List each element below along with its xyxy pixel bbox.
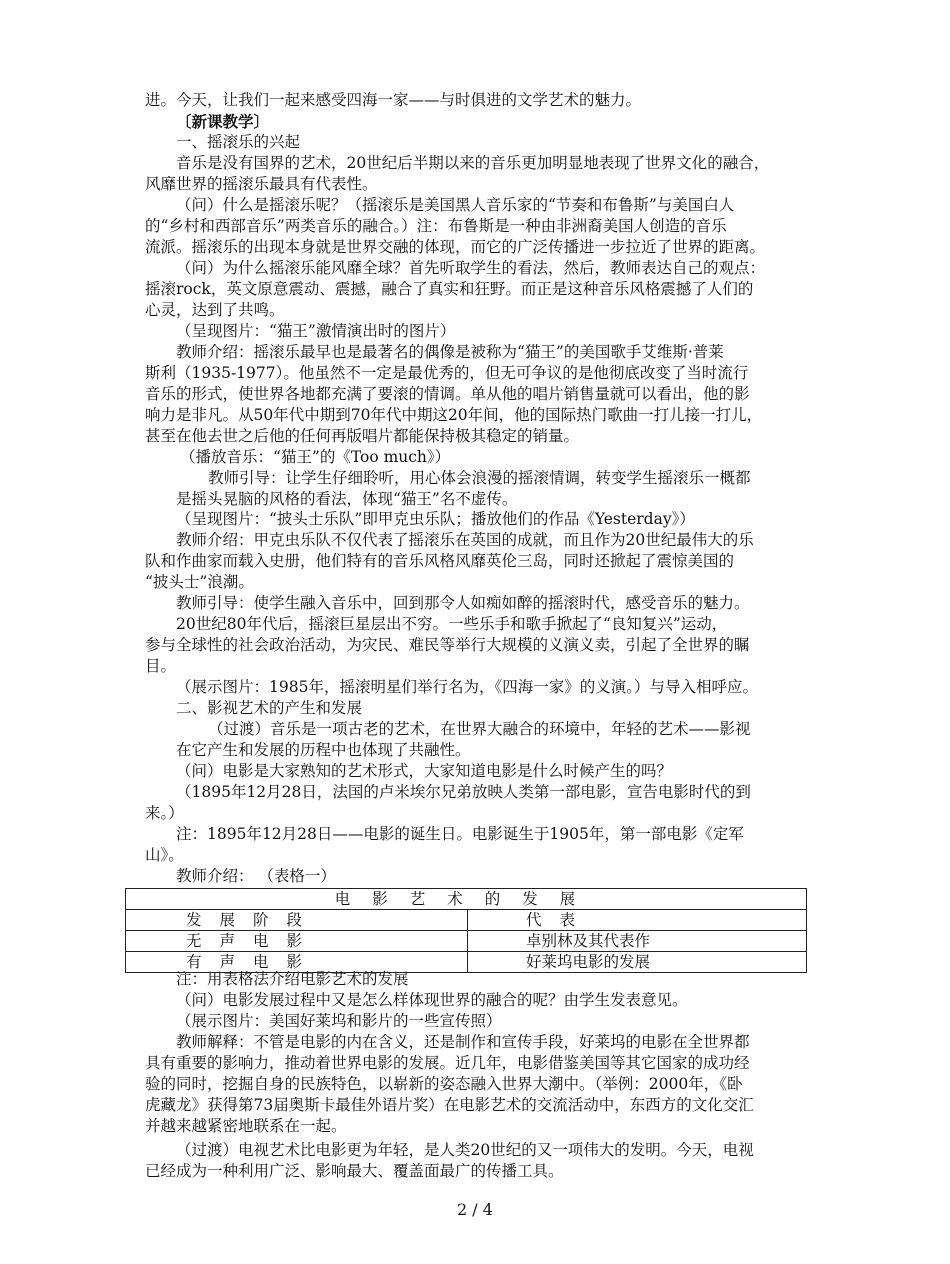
text-line: 目。 <box>145 657 177 675</box>
text-line: 具有重要的影响力，推动着世界电影的发展。近几年，电影借鉴美国等其它国家的成功经 <box>145 1054 750 1072</box>
text-line: （1895年12月28日，法国的卢米埃尔兄弟放映人类第一部电影，宣告电影时代的到 <box>176 783 751 801</box>
text-line: （播放音乐：“猫王”的《Too much》） <box>180 448 451 466</box>
table-header-rep: 代表 <box>468 910 807 931</box>
table-header-row <box>126 910 807 931</box>
text-line: 教师引导：使学生融入音乐中，回到那令人如痴如醉的摇滚时代，感受音乐的魅力。 <box>176 594 750 612</box>
section-title: 二、影视艺术的产生和发展 <box>176 699 363 717</box>
text-line: 心灵，达到了共鸣。 <box>145 301 285 319</box>
text-line: 在它产生和发展的历程中也体现了共融性。 <box>176 741 471 759</box>
table-title: 电影艺术的发展 <box>126 889 807 910</box>
text-line: 响力是非凡。从50年代中期到70年代中期这20年间，他的国际热门歌曲一打儿接一打儿， <box>145 406 763 424</box>
text-line: （过渡）电视艺术比电影更为年轻，是人类20世纪的又一项伟大的发明。今天，电视 <box>176 1141 754 1159</box>
table-row <box>126 931 807 952</box>
text-line: 已经成为一种利用广泛、影响最大、覆盖面最广的传播工具。 <box>145 1162 564 1180</box>
text-line: 20世纪80年代后，摇滚巨星层出不穷。一些乐手和歌手掀起了“良知复兴”运动， <box>176 615 728 633</box>
section-title: 一、摇滚乐的兴起 <box>176 133 301 151</box>
table-header-stage: 发展阶段 <box>126 910 468 931</box>
text-line: （呈现图片：“披头士乐队”即甲克虫乐队；播放他们的作品《Yesterday》） <box>176 510 695 528</box>
text-line: 甚至在他去世之后他的任何再版唱片都能保持极其稳定的销量。 <box>145 427 580 445</box>
text-line: （展示图片：美国好莱坞和影片的一些宣传照） <box>176 1012 502 1030</box>
table-cell-rep: 卓别林及其代表作 <box>468 931 807 952</box>
film-development-table <box>125 888 807 973</box>
text-line: 来。） <box>145 804 184 822</box>
page-number: 2 / 4 <box>457 1200 493 1219</box>
text-line: 教师介绍： （表格一） <box>176 867 336 885</box>
text-line: 是摇头晃脑的风格的看法，体现“猫王”名不虚传。 <box>176 490 518 508</box>
text-line: 教师介绍：摇滚乐最早也是最著名的偶像是被称为“猫王”的美国歌手艾维斯·普莱 <box>176 343 724 361</box>
text-line: （过渡）音乐是一项古老的艺术，在世界大融合的环境中，年轻的艺术——影视 <box>208 720 751 738</box>
text-line: 并越来越紧密地联系在一起。 <box>145 1117 347 1135</box>
text-line: 的“乡村和西部音乐”两类音乐的融合。）注：布鲁斯是一种由非洲裔美国人创造的音乐 <box>145 217 727 235</box>
text-line: （问）为什么摇滚乐能风靡全球？首先听取学生的看法，然后，教师表达自己的观点： <box>176 259 766 277</box>
text-line: 参与全球性的社会政治活动，为灾民、难民等举行大规模的义演义卖，引起了全世界的瞩 <box>145 636 750 654</box>
text-line: 音乐的形式，使世界各地都充满了要滚的情调。单从他的唱片销售量就可以看出，他的影 <box>145 385 750 403</box>
table-title-row <box>126 889 807 910</box>
text-line: （问）电影发展过程中又是怎么样体现世界的融合的呢？由学生发表意见。 <box>176 991 688 1009</box>
text-line: 斯利（1935-1977）。他虽然不一定是最优秀的，但无可争议的是他彻底改变了当时流行 <box>145 364 749 382</box>
table-note: 注：用表格法介绍电影艺术的发展 <box>176 970 409 988</box>
text-line: 摇滚rock，英文原意震动、震撼，融合了真实和狂野。而正是这种音乐风格震撼了人们的 <box>145 280 754 298</box>
text-line: 教师介绍：甲克虫乐队不仅代表了摇滚乐在英国的成就，而且作为20世纪最伟大的乐 <box>176 531 754 549</box>
text-line: 队和作曲家而载入史册，他们特有的音乐风格风靡英伦三岛，同时还掀起了震惊美国的 <box>145 552 735 570</box>
text-line: 音乐是没有国界的艺术，20世纪后半期以来的音乐更加明显地表现了世界文化的融合， <box>176 154 770 172</box>
text-line: （问）什么是摇滚乐呢？（摇滚乐是美国黑人音乐家的“节奏和布鲁斯”与美国白人 <box>176 196 735 214</box>
text-line: 流派。摇滚乐的出现本身就是世界交融的体现，而它的广泛传播进一步拉近了世界的距离。 <box>145 238 766 256</box>
text-line: 注：1895年12月28日——电影的诞生日。电影诞生于1905年，第一部电影《定军 <box>176 825 744 843</box>
text-line: 教师解释：不管是电影的内在含义，还是制作和宣传手段，好莱坞的电影在全世界都 <box>176 1033 750 1051</box>
text-line: 验的同时，挖掘自身的民族特色，以崭新的姿态融入世界大潮中。（举例：2000年，《卧 <box>145 1075 743 1093</box>
table-cell-stage: 无声电影 <box>126 931 468 952</box>
section-heading: 〔新课教学〕 <box>176 112 270 131</box>
text-line: （展示图片：1985年，摇滚明星们举行名为，《四海一家》的义演。）与导入相呼应。 <box>176 678 758 696</box>
text-line: 山》。 <box>145 846 184 864</box>
table-cell-rep: 好莱坞电影的发展 <box>468 952 807 973</box>
text-line: 虎藏龙》获得第73届奥斯卡最佳外语片奖）在电影艺术的交流活动中，东西方的文化交汇 <box>145 1096 754 1114</box>
text-line: 教师引导：让学生仔细聆听，用心体会浪漫的摇滚情调，转变学生摇滚乐一概都 <box>208 469 751 487</box>
text-line: 进。今天，让我们一起来感受四海一家——与时俱进的文学艺术的魅力。 <box>145 91 642 109</box>
table-row <box>126 952 807 973</box>
text-line: （呈现图片：“猫王”激情演出时的图片） <box>176 322 456 340</box>
table-cell-stage: 有声电影 <box>126 952 468 973</box>
text-line: 风靡世界的摇滚乐最具有代表性。 <box>145 175 378 193</box>
text-line: （问）电影是大家熟知的艺术形式，大家知道电影是什么时候产生的吗？ <box>176 762 673 780</box>
text-line: “披头士”浪潮。 <box>145 573 254 591</box>
